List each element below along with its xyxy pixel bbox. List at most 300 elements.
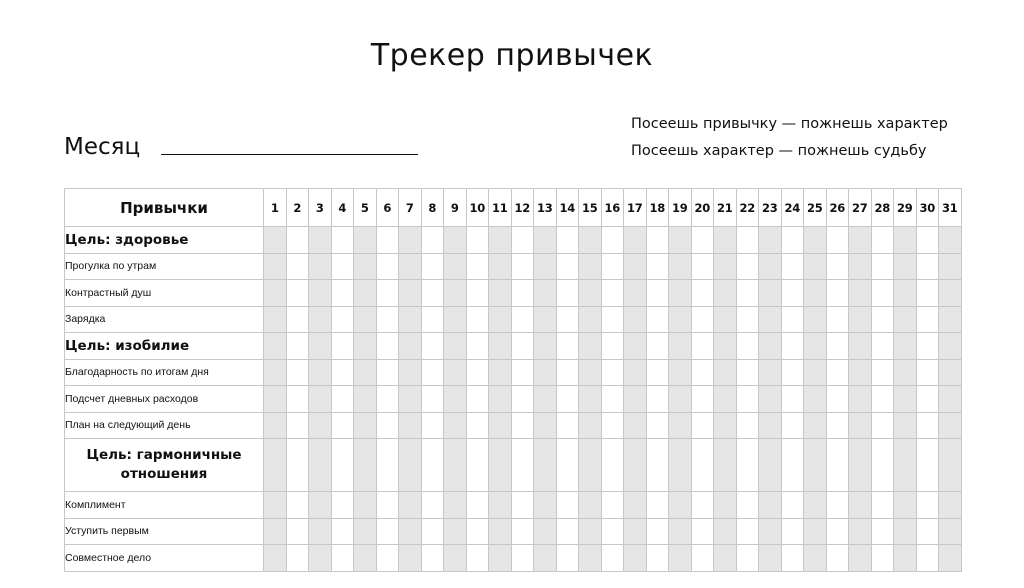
day-checkbox-cell[interactable]: [489, 386, 512, 413]
day-checkbox-cell[interactable]: [691, 253, 714, 280]
day-checkbox-cell[interactable]: [916, 227, 939, 254]
day-checkbox-cell[interactable]: [646, 545, 669, 572]
day-checkbox-cell[interactable]: [286, 333, 309, 360]
day-checkbox-cell[interactable]: [286, 492, 309, 519]
day-checkbox-cell[interactable]: [579, 518, 602, 545]
day-checkbox-cell[interactable]: [601, 545, 624, 572]
day-checkbox-cell[interactable]: [376, 386, 399, 413]
day-checkbox-cell[interactable]: [826, 359, 849, 386]
day-checkbox-cell[interactable]: [691, 386, 714, 413]
day-checkbox-cell[interactable]: [916, 333, 939, 360]
day-checkbox-cell[interactable]: [556, 412, 579, 439]
day-checkbox-cell[interactable]: [264, 333, 287, 360]
day-checkbox-cell[interactable]: [331, 253, 354, 280]
day-checkbox-cell[interactable]: [534, 492, 557, 519]
day-checkbox-cell[interactable]: [286, 359, 309, 386]
day-checkbox-cell[interactable]: [466, 386, 489, 413]
day-checkbox-cell[interactable]: [759, 280, 782, 307]
day-checkbox-cell[interactable]: [466, 412, 489, 439]
day-checkbox-cell[interactable]: [894, 439, 917, 492]
day-checkbox-cell[interactable]: [556, 518, 579, 545]
day-checkbox-cell[interactable]: [781, 227, 804, 254]
day-checkbox-cell[interactable]: [421, 492, 444, 519]
day-checkbox-cell[interactable]: [669, 333, 692, 360]
day-checkbox-cell[interactable]: [894, 492, 917, 519]
day-checkbox-cell[interactable]: [804, 439, 827, 492]
day-checkbox-cell[interactable]: [444, 545, 467, 572]
day-checkbox-cell[interactable]: [601, 333, 624, 360]
day-checkbox-cell[interactable]: [759, 227, 782, 254]
day-checkbox-cell[interactable]: [871, 253, 894, 280]
day-checkbox-cell[interactable]: [331, 439, 354, 492]
day-checkbox-cell[interactable]: [804, 253, 827, 280]
day-checkbox-cell[interactable]: [444, 492, 467, 519]
day-checkbox-cell[interactable]: [489, 439, 512, 492]
day-checkbox-cell[interactable]: [669, 253, 692, 280]
day-checkbox-cell[interactable]: [759, 518, 782, 545]
day-checkbox-cell[interactable]: [601, 280, 624, 307]
day-checkbox-cell[interactable]: [421, 333, 444, 360]
day-checkbox-cell[interactable]: [781, 280, 804, 307]
day-checkbox-cell[interactable]: [466, 492, 489, 519]
day-checkbox-cell[interactable]: [489, 492, 512, 519]
day-checkbox-cell[interactable]: [646, 306, 669, 333]
day-checkbox-cell[interactable]: [376, 545, 399, 572]
day-checkbox-cell[interactable]: [376, 253, 399, 280]
day-checkbox-cell[interactable]: [264, 227, 287, 254]
day-checkbox-cell[interactable]: [421, 386, 444, 413]
day-checkbox-cell[interactable]: [916, 306, 939, 333]
day-checkbox-cell[interactable]: [444, 439, 467, 492]
day-checkbox-cell[interactable]: [736, 545, 759, 572]
day-checkbox-cell[interactable]: [736, 280, 759, 307]
day-checkbox-cell[interactable]: [421, 439, 444, 492]
day-checkbox-cell[interactable]: [849, 306, 872, 333]
day-checkbox-cell[interactable]: [871, 492, 894, 519]
day-checkbox-cell[interactable]: [489, 306, 512, 333]
day-checkbox-cell[interactable]: [871, 518, 894, 545]
day-checkbox-cell[interactable]: [489, 545, 512, 572]
day-checkbox-cell[interactable]: [286, 253, 309, 280]
day-checkbox-cell[interactable]: [759, 359, 782, 386]
day-checkbox-cell[interactable]: [939, 227, 962, 254]
day-checkbox-cell[interactable]: [849, 518, 872, 545]
day-checkbox-cell[interactable]: [781, 518, 804, 545]
day-checkbox-cell[interactable]: [849, 412, 872, 439]
day-checkbox-cell[interactable]: [624, 412, 647, 439]
day-checkbox-cell[interactable]: [534, 386, 557, 413]
day-checkbox-cell[interactable]: [534, 333, 557, 360]
day-checkbox-cell[interactable]: [849, 439, 872, 492]
day-checkbox-cell[interactable]: [309, 492, 332, 519]
day-checkbox-cell[interactable]: [489, 333, 512, 360]
day-checkbox-cell[interactable]: [714, 280, 737, 307]
day-checkbox-cell[interactable]: [736, 306, 759, 333]
day-checkbox-cell[interactable]: [399, 227, 422, 254]
day-checkbox-cell[interactable]: [331, 227, 354, 254]
day-checkbox-cell[interactable]: [489, 227, 512, 254]
day-checkbox-cell[interactable]: [466, 439, 489, 492]
day-checkbox-cell[interactable]: [309, 359, 332, 386]
day-checkbox-cell[interactable]: [309, 227, 332, 254]
day-checkbox-cell[interactable]: [264, 439, 287, 492]
day-checkbox-cell[interactable]: [759, 306, 782, 333]
day-checkbox-cell[interactable]: [646, 492, 669, 519]
day-checkbox-cell[interactable]: [804, 545, 827, 572]
day-checkbox-cell[interactable]: [759, 386, 782, 413]
day-checkbox-cell[interactable]: [556, 359, 579, 386]
day-checkbox-cell[interactable]: [309, 306, 332, 333]
day-checkbox-cell[interactable]: [669, 439, 692, 492]
day-checkbox-cell[interactable]: [309, 333, 332, 360]
day-checkbox-cell[interactable]: [511, 412, 534, 439]
day-checkbox-cell[interactable]: [826, 227, 849, 254]
day-checkbox-cell[interactable]: [331, 386, 354, 413]
day-checkbox-cell[interactable]: [331, 359, 354, 386]
day-checkbox-cell[interactable]: [804, 333, 827, 360]
day-checkbox-cell[interactable]: [466, 359, 489, 386]
day-checkbox-cell[interactable]: [489, 280, 512, 307]
day-checkbox-cell[interactable]: [736, 518, 759, 545]
day-checkbox-cell[interactable]: [849, 359, 872, 386]
day-checkbox-cell[interactable]: [286, 518, 309, 545]
day-checkbox-cell[interactable]: [714, 253, 737, 280]
day-checkbox-cell[interactable]: [691, 333, 714, 360]
day-checkbox-cell[interactable]: [714, 306, 737, 333]
day-checkbox-cell[interactable]: [534, 518, 557, 545]
day-checkbox-cell[interactable]: [736, 333, 759, 360]
day-checkbox-cell[interactable]: [894, 545, 917, 572]
day-checkbox-cell[interactable]: [894, 306, 917, 333]
day-checkbox-cell[interactable]: [286, 545, 309, 572]
day-checkbox-cell[interactable]: [849, 386, 872, 413]
day-checkbox-cell[interactable]: [354, 492, 377, 519]
day-checkbox-cell[interactable]: [759, 439, 782, 492]
day-checkbox-cell[interactable]: [444, 280, 467, 307]
day-checkbox-cell[interactable]: [331, 333, 354, 360]
day-checkbox-cell[interactable]: [399, 359, 422, 386]
day-checkbox-cell[interactable]: [264, 386, 287, 413]
day-checkbox-cell[interactable]: [376, 492, 399, 519]
day-checkbox-cell[interactable]: [804, 227, 827, 254]
day-checkbox-cell[interactable]: [916, 492, 939, 519]
day-checkbox-cell[interactable]: [736, 412, 759, 439]
day-checkbox-cell[interactable]: [421, 412, 444, 439]
day-checkbox-cell[interactable]: [354, 412, 377, 439]
day-checkbox-cell[interactable]: [399, 386, 422, 413]
day-checkbox-cell[interactable]: [511, 518, 534, 545]
day-checkbox-cell[interactable]: [399, 253, 422, 280]
day-checkbox-cell[interactable]: [624, 280, 647, 307]
day-checkbox-cell[interactable]: [444, 386, 467, 413]
day-checkbox-cell[interactable]: [601, 518, 624, 545]
day-checkbox-cell[interactable]: [804, 492, 827, 519]
day-checkbox-cell[interactable]: [939, 333, 962, 360]
day-checkbox-cell[interactable]: [714, 412, 737, 439]
day-checkbox-cell[interactable]: [646, 439, 669, 492]
day-checkbox-cell[interactable]: [579, 412, 602, 439]
day-checkbox-cell[interactable]: [534, 439, 557, 492]
day-checkbox-cell[interactable]: [759, 253, 782, 280]
day-checkbox-cell[interactable]: [669, 359, 692, 386]
day-checkbox-cell[interactable]: [264, 412, 287, 439]
day-checkbox-cell[interactable]: [849, 492, 872, 519]
day-checkbox-cell[interactable]: [826, 439, 849, 492]
day-checkbox-cell[interactable]: [399, 280, 422, 307]
day-checkbox-cell[interactable]: [376, 518, 399, 545]
day-checkbox-cell[interactable]: [331, 412, 354, 439]
day-checkbox-cell[interactable]: [894, 518, 917, 545]
day-checkbox-cell[interactable]: [331, 306, 354, 333]
day-checkbox-cell[interactable]: [556, 306, 579, 333]
day-checkbox-cell[interactable]: [264, 545, 287, 572]
day-checkbox-cell[interactable]: [601, 492, 624, 519]
day-checkbox-cell[interactable]: [399, 412, 422, 439]
day-checkbox-cell[interactable]: [736, 227, 759, 254]
day-checkbox-cell[interactable]: [399, 439, 422, 492]
day-checkbox-cell[interactable]: [826, 306, 849, 333]
day-checkbox-cell[interactable]: [556, 492, 579, 519]
day-checkbox-cell[interactable]: [691, 545, 714, 572]
day-checkbox-cell[interactable]: [421, 359, 444, 386]
day-checkbox-cell[interactable]: [511, 280, 534, 307]
day-checkbox-cell[interactable]: [669, 545, 692, 572]
day-checkbox-cell[interactable]: [264, 253, 287, 280]
day-checkbox-cell[interactable]: [894, 386, 917, 413]
day-checkbox-cell[interactable]: [871, 280, 894, 307]
day-checkbox-cell[interactable]: [646, 227, 669, 254]
day-checkbox-cell[interactable]: [579, 545, 602, 572]
day-checkbox-cell[interactable]: [399, 492, 422, 519]
day-checkbox-cell[interactable]: [376, 333, 399, 360]
day-checkbox-cell[interactable]: [714, 333, 737, 360]
day-checkbox-cell[interactable]: [691, 439, 714, 492]
day-checkbox-cell[interactable]: [691, 492, 714, 519]
day-checkbox-cell[interactable]: [871, 439, 894, 492]
day-checkbox-cell[interactable]: [849, 253, 872, 280]
day-checkbox-cell[interactable]: [466, 253, 489, 280]
day-checkbox-cell[interactable]: [916, 386, 939, 413]
day-checkbox-cell[interactable]: [511, 359, 534, 386]
day-checkbox-cell[interactable]: [804, 359, 827, 386]
day-checkbox-cell[interactable]: [601, 306, 624, 333]
day-checkbox-cell[interactable]: [376, 280, 399, 307]
day-checkbox-cell[interactable]: [511, 492, 534, 519]
day-checkbox-cell[interactable]: [534, 412, 557, 439]
day-checkbox-cell[interactable]: [624, 439, 647, 492]
day-checkbox-cell[interactable]: [624, 492, 647, 519]
day-checkbox-cell[interactable]: [939, 518, 962, 545]
day-checkbox-cell[interactable]: [354, 280, 377, 307]
day-checkbox-cell[interactable]: [804, 306, 827, 333]
day-checkbox-cell[interactable]: [399, 333, 422, 360]
day-checkbox-cell[interactable]: [849, 227, 872, 254]
day-checkbox-cell[interactable]: [421, 280, 444, 307]
day-checkbox-cell[interactable]: [444, 306, 467, 333]
day-checkbox-cell[interactable]: [916, 439, 939, 492]
day-checkbox-cell[interactable]: [309, 386, 332, 413]
day-checkbox-cell[interactable]: [601, 253, 624, 280]
day-checkbox-cell[interactable]: [759, 333, 782, 360]
month-input-line[interactable]: [161, 154, 418, 155]
day-checkbox-cell[interactable]: [781, 333, 804, 360]
day-checkbox-cell[interactable]: [916, 280, 939, 307]
day-checkbox-cell[interactable]: [646, 386, 669, 413]
day-checkbox-cell[interactable]: [916, 412, 939, 439]
day-checkbox-cell[interactable]: [736, 386, 759, 413]
day-checkbox-cell[interactable]: [826, 492, 849, 519]
day-checkbox-cell[interactable]: [556, 280, 579, 307]
day-checkbox-cell[interactable]: [534, 545, 557, 572]
day-checkbox-cell[interactable]: [781, 306, 804, 333]
day-checkbox-cell[interactable]: [601, 359, 624, 386]
day-checkbox-cell[interactable]: [736, 492, 759, 519]
day-checkbox-cell[interactable]: [309, 545, 332, 572]
day-checkbox-cell[interactable]: [646, 333, 669, 360]
day-checkbox-cell[interactable]: [556, 227, 579, 254]
day-checkbox-cell[interactable]: [871, 227, 894, 254]
day-checkbox-cell[interactable]: [444, 412, 467, 439]
day-checkbox-cell[interactable]: [804, 412, 827, 439]
day-checkbox-cell[interactable]: [624, 227, 647, 254]
day-checkbox-cell[interactable]: [354, 386, 377, 413]
day-checkbox-cell[interactable]: [534, 359, 557, 386]
day-checkbox-cell[interactable]: [939, 492, 962, 519]
day-checkbox-cell[interactable]: [624, 518, 647, 545]
day-checkbox-cell[interactable]: [579, 280, 602, 307]
day-checkbox-cell[interactable]: [286, 227, 309, 254]
day-checkbox-cell[interactable]: [511, 439, 534, 492]
day-checkbox-cell[interactable]: [871, 545, 894, 572]
day-checkbox-cell[interactable]: [826, 545, 849, 572]
day-checkbox-cell[interactable]: [894, 280, 917, 307]
day-checkbox-cell[interactable]: [781, 359, 804, 386]
day-checkbox-cell[interactable]: [759, 492, 782, 519]
day-checkbox-cell[interactable]: [804, 518, 827, 545]
day-checkbox-cell[interactable]: [939, 386, 962, 413]
day-checkbox-cell[interactable]: [781, 439, 804, 492]
day-checkbox-cell[interactable]: [714, 386, 737, 413]
day-checkbox-cell[interactable]: [916, 359, 939, 386]
day-checkbox-cell[interactable]: [421, 253, 444, 280]
day-checkbox-cell[interactable]: [849, 545, 872, 572]
day-checkbox-cell[interactable]: [354, 439, 377, 492]
day-checkbox-cell[interactable]: [579, 227, 602, 254]
day-checkbox-cell[interactable]: [444, 518, 467, 545]
day-checkbox-cell[interactable]: [646, 412, 669, 439]
day-checkbox-cell[interactable]: [736, 359, 759, 386]
day-checkbox-cell[interactable]: [556, 333, 579, 360]
day-checkbox-cell[interactable]: [624, 253, 647, 280]
day-checkbox-cell[interactable]: [534, 227, 557, 254]
day-checkbox-cell[interactable]: [781, 492, 804, 519]
day-checkbox-cell[interactable]: [264, 306, 287, 333]
day-checkbox-cell[interactable]: [939, 280, 962, 307]
day-checkbox-cell[interactable]: [399, 545, 422, 572]
day-checkbox-cell[interactable]: [826, 386, 849, 413]
day-checkbox-cell[interactable]: [331, 492, 354, 519]
day-checkbox-cell[interactable]: [489, 253, 512, 280]
day-checkbox-cell[interactable]: [849, 280, 872, 307]
day-checkbox-cell[interactable]: [826, 280, 849, 307]
day-checkbox-cell[interactable]: [399, 306, 422, 333]
day-checkbox-cell[interactable]: [691, 412, 714, 439]
day-checkbox-cell[interactable]: [781, 386, 804, 413]
day-checkbox-cell[interactable]: [601, 386, 624, 413]
day-checkbox-cell[interactable]: [601, 439, 624, 492]
day-checkbox-cell[interactable]: [354, 359, 377, 386]
day-checkbox-cell[interactable]: [466, 333, 489, 360]
day-checkbox-cell[interactable]: [421, 227, 444, 254]
day-checkbox-cell[interactable]: [511, 545, 534, 572]
day-checkbox-cell[interactable]: [489, 359, 512, 386]
day-checkbox-cell[interactable]: [669, 518, 692, 545]
day-checkbox-cell[interactable]: [511, 227, 534, 254]
day-checkbox-cell[interactable]: [511, 386, 534, 413]
day-checkbox-cell[interactable]: [939, 253, 962, 280]
day-checkbox-cell[interactable]: [354, 227, 377, 254]
day-checkbox-cell[interactable]: [579, 253, 602, 280]
day-checkbox-cell[interactable]: [286, 306, 309, 333]
day-checkbox-cell[interactable]: [264, 359, 287, 386]
day-checkbox-cell[interactable]: [579, 359, 602, 386]
day-checkbox-cell[interactable]: [759, 412, 782, 439]
day-checkbox-cell[interactable]: [826, 412, 849, 439]
day-checkbox-cell[interactable]: [376, 412, 399, 439]
day-checkbox-cell[interactable]: [849, 333, 872, 360]
day-checkbox-cell[interactable]: [646, 518, 669, 545]
day-checkbox-cell[interactable]: [939, 359, 962, 386]
day-checkbox-cell[interactable]: [669, 280, 692, 307]
day-checkbox-cell[interactable]: [669, 227, 692, 254]
day-checkbox-cell[interactable]: [399, 518, 422, 545]
day-checkbox-cell[interactable]: [714, 227, 737, 254]
day-checkbox-cell[interactable]: [376, 359, 399, 386]
day-checkbox-cell[interactable]: [354, 545, 377, 572]
day-checkbox-cell[interactable]: [669, 492, 692, 519]
day-checkbox-cell[interactable]: [309, 439, 332, 492]
day-checkbox-cell[interactable]: [804, 280, 827, 307]
day-checkbox-cell[interactable]: [624, 333, 647, 360]
day-checkbox-cell[interactable]: [714, 492, 737, 519]
day-checkbox-cell[interactable]: [624, 545, 647, 572]
day-checkbox-cell[interactable]: [444, 333, 467, 360]
day-checkbox-cell[interactable]: [894, 253, 917, 280]
day-checkbox-cell[interactable]: [511, 333, 534, 360]
day-checkbox-cell[interactable]: [669, 412, 692, 439]
day-checkbox-cell[interactable]: [354, 518, 377, 545]
day-checkbox-cell[interactable]: [579, 333, 602, 360]
day-checkbox-cell[interactable]: [781, 412, 804, 439]
day-checkbox-cell[interactable]: [511, 306, 534, 333]
day-checkbox-cell[interactable]: [714, 439, 737, 492]
day-checkbox-cell[interactable]: [601, 227, 624, 254]
day-checkbox-cell[interactable]: [534, 306, 557, 333]
day-checkbox-cell[interactable]: [534, 253, 557, 280]
day-checkbox-cell[interactable]: [286, 412, 309, 439]
day-checkbox-cell[interactable]: [376, 306, 399, 333]
day-checkbox-cell[interactable]: [309, 253, 332, 280]
day-checkbox-cell[interactable]: [691, 280, 714, 307]
day-checkbox-cell[interactable]: [421, 545, 444, 572]
day-checkbox-cell[interactable]: [871, 386, 894, 413]
day-checkbox-cell[interactable]: [871, 412, 894, 439]
day-checkbox-cell[interactable]: [939, 545, 962, 572]
day-checkbox-cell[interactable]: [556, 386, 579, 413]
day-checkbox-cell[interactable]: [309, 518, 332, 545]
day-checkbox-cell[interactable]: [826, 518, 849, 545]
day-checkbox-cell[interactable]: [601, 412, 624, 439]
